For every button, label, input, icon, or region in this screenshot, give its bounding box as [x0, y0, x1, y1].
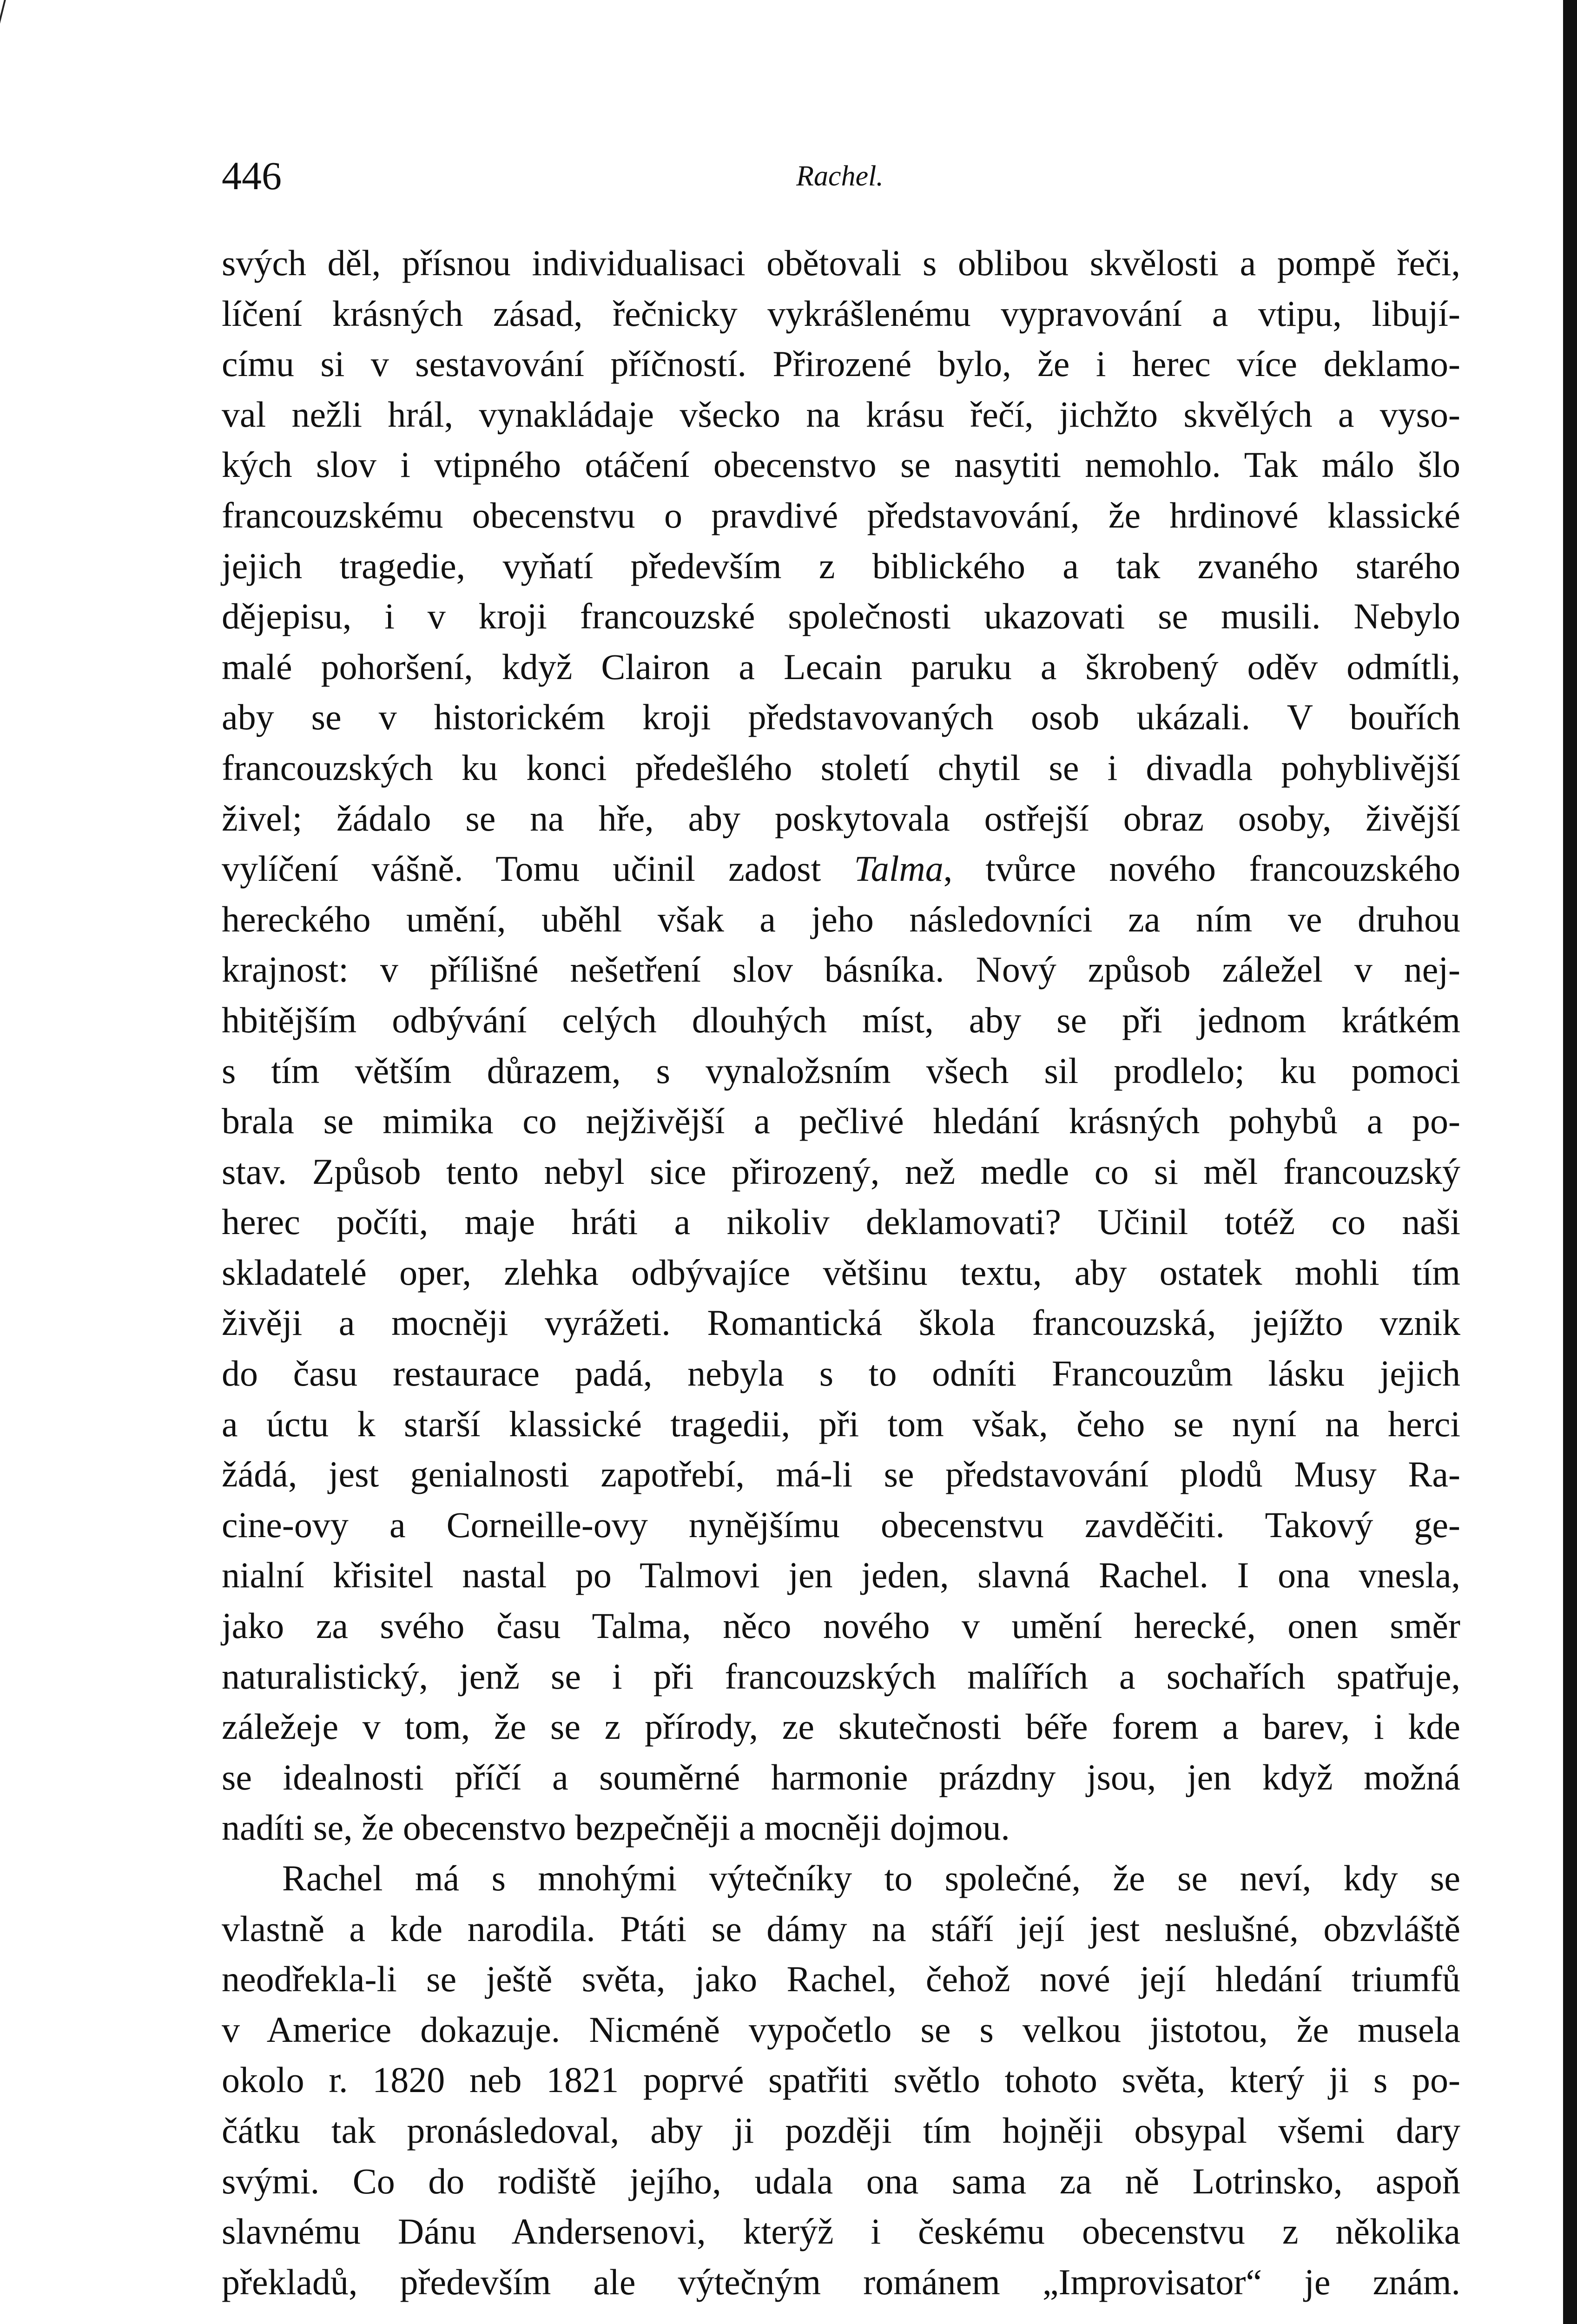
running-title: Rachel.	[796, 160, 884, 192]
italic-name: Talma	[854, 848, 944, 889]
text-line: záležeje v tom, že se z přírody, ze skutečnosti béře forem a barev, i kde	[222, 1706, 1460, 1747]
text-line: svými. Co do rodiště jejího, udala ona sama za ně Lotrinsko, aspoň	[222, 2160, 1460, 2201]
text-line: francouzskému obecenstvu o pravdivé představování, že hrdinové klassické	[222, 495, 1460, 535]
text-line: brala se mimika co nejživější a pečlivé hledání krásných pohybů a po-	[222, 1101, 1460, 1142]
text-line: nadíti se, že obecenstvo bezpečněji a mocněji dojmou.	[222, 1807, 1010, 1848]
text-line: krajnost: v přílišné nešetření slov básníka. Nový způsob záležel v nej-	[222, 949, 1460, 990]
body-text	[222, 238, 1460, 2307]
text-line: slavnému Dánu Andersenovi, kterýž i českému obecenstvu z několika	[222, 2211, 1460, 2252]
paragraph-1	[222, 238, 1460, 1853]
scan-edge-mark	[0, 0, 12, 33]
scan-edge-border	[1563, 0, 1577, 2324]
text-line: dějepisu, i v kroji francouzské společnosti ukazovati se musili. Nebylo	[222, 596, 1460, 637]
text-line: se idealnosti příčí a souměrné harmonie prázdny jsou, jen když možná	[222, 1756, 1460, 1797]
text-line: neodřekla-li se ještě světa, jako Rachel, čehož nové její hledání triumfů	[222, 1959, 1460, 2000]
text-line: címu si v sestavování příčností. Přirozené bylo, že i herec více deklamo-	[222, 343, 1460, 384]
text-line: cine-ovy a Corneille-ovy nynějšímu obecenstvu zavděčiti. Takový ge-	[222, 1504, 1460, 1545]
text-line: svých děl, přísnou individualisaci obětovali s oblibou skvělosti a pompě řeči,	[222, 243, 1460, 283]
text-line: Rachel má s mnohými výtečníky to společné, že se neví, kdy se	[282, 1858, 1460, 1898]
text-line: okolo r. 1820 neb 1821 poprvé spatřiti světlo tohoto světa, který ji s po-	[222, 2060, 1460, 2100]
text-line: v Americe dokazuje. Nicméně vypočetlo se s velkou jistotou, že musela	[222, 2009, 1460, 2050]
page-number: 446	[222, 153, 282, 198]
text-line: aby se v historickém kroji představovaných osob ukázali. V bouřích	[222, 697, 1460, 738]
text-line: líčení krásných zásad, řečnicky vykrášlenému vypravování a vtipu, libují-	[222, 293, 1460, 334]
text-line: hereckého umění, uběhl však a jeho následovníci za ním ve druhou	[222, 898, 1460, 939]
text-line: kých slov i vtipného otáčení obecenstvo se nasytiti nemohlo. Tak málo šlo	[222, 444, 1460, 485]
text-line: hbitějším odbývání celých dlouhých míst, aby se při jednom krátkém	[222, 999, 1460, 1040]
text-line: val nežli hrál, vynakládaje všecko na krásu řečí, jichžto skvělých a vyso-	[222, 394, 1460, 435]
text-line: malé pohoršení, když Clairon a Lecain paruku a škrobený oděv odmítli,	[222, 646, 1460, 687]
text-line: jejich tragedie, vyňatí především z biblického a tak zvaného starého	[222, 545, 1460, 586]
text-line: živěji a mocněji vyrážeti. Romantická škola francouzská, jejížto vznik	[222, 1302, 1460, 1343]
text-line: jako za svého času Talma, něco nového v umění herecké, onen směr	[222, 1605, 1460, 1646]
text-line: čátku tak pronásledoval, aby ji později tím hojněji obsypal všemi dary	[222, 2110, 1460, 2151]
text-line: do času restaurace padá, nebyla s to odníti Francouzům lásku jejich	[222, 1353, 1460, 1394]
text-line: francouzských ku konci předešlého století chytil se i divadla pohyblivější	[222, 747, 1460, 788]
text-line: nialní křisitel nastal po Talmovi jen jeden, slavná Rachel. I ona vnesla,	[222, 1555, 1460, 1596]
text-line: naturalistický, jenž se i při francouzských malířích a sochařích spatřuje,	[222, 1656, 1460, 1697]
text-line: překladů, především ale výtečným románem „Improvisator“ je znám.	[222, 2261, 1460, 2302]
text-line: živel; žádalo se na hře, aby poskytovala ostřejší obraz osoby, živější	[222, 798, 1460, 838]
text-line: s tím větším důrazem, s vynaložsním všech sil prodlelo; ku pomoci	[222, 1050, 1460, 1091]
text-line: stav. Způsob tento nebyl sice přirozený, než medle co si měl francouzský	[222, 1151, 1460, 1192]
paragraph-2	[222, 1853, 1460, 2307]
text-line: skladatelé oper, zlehka odbývajíce většinu textu, aby ostatek mohli tím	[222, 1252, 1460, 1293]
text-line: a úctu k starší klassické tragedii, při tom však, čeho se nyní na herci	[222, 1403, 1460, 1444]
page-header	[222, 148, 1458, 208]
text-line: vlastně a kde narodila. Ptáti se dámy na stáří její jest neslušné, obzvláště	[222, 1908, 1460, 1949]
text-line-with-italic: vylíčení vášně. Tomu učinil zadost Talma, tvůrce nového francouzského	[222, 848, 1460, 889]
text-line: herec počíti, maje hráti a nikoliv deklamovati? Učinil totéž co naši	[222, 1202, 1460, 1242]
text-line: žádá, jest genialnosti zapotřebí, má-li se představování plodů Musy Ra-	[222, 1454, 1460, 1495]
